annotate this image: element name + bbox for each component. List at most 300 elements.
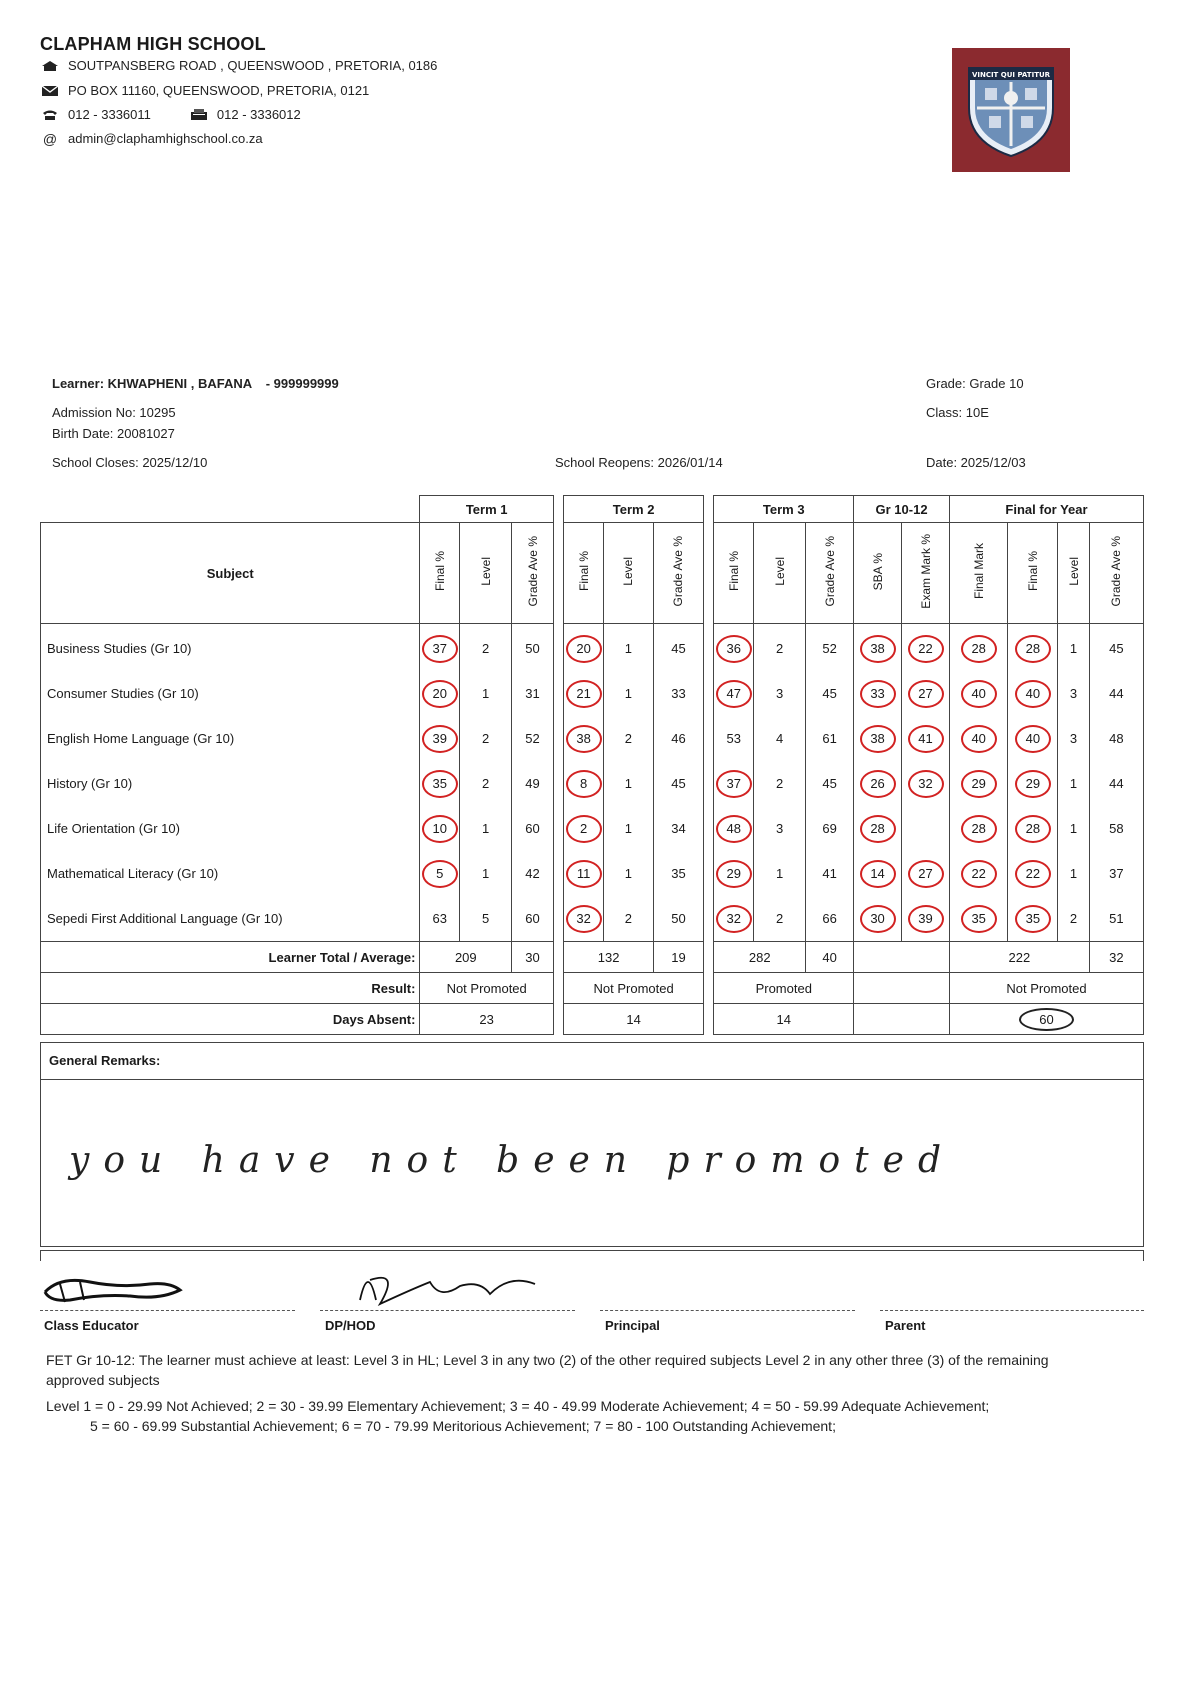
- column-header: [754, 523, 806, 624]
- group-term1: Term 1: [420, 496, 553, 523]
- mark-cell: [420, 761, 460, 806]
- sig-line-educator: [40, 1310, 295, 1311]
- circled-mark: 5: [422, 860, 458, 888]
- column-header: [806, 523, 854, 624]
- column-header: [902, 523, 950, 624]
- circled-mark: 38: [566, 725, 602, 753]
- circled-mark: 29: [961, 770, 997, 798]
- mark-cell: [512, 806, 554, 851]
- mark-cell: [714, 806, 754, 851]
- mark-cell: [1058, 896, 1089, 942]
- circled-mark: 38: [860, 725, 896, 753]
- final-absent-cell: [950, 1004, 1144, 1035]
- mark-cell: [902, 896, 950, 942]
- mark-cell: [603, 761, 653, 806]
- subject-name: Sepedi First Additional Language (Gr 10): [41, 896, 420, 942]
- mark-cell: [564, 761, 604, 806]
- circled-mark: 37: [422, 635, 458, 663]
- column-header: [420, 523, 460, 624]
- term-gap: [553, 761, 563, 806]
- table-row: [41, 624, 1144, 672]
- mark-value: 2: [482, 641, 490, 656]
- email-line: [40, 131, 263, 146]
- mark-cell: [460, 624, 512, 672]
- school-postal: PO BOX 11160, QUEENSWOOD, PRETORIA, 0121: [68, 83, 370, 98]
- gr-total-empty: [854, 942, 950, 973]
- mark-cell: [714, 624, 754, 672]
- mark-cell: [460, 851, 512, 896]
- circled-mark: 32: [908, 770, 944, 798]
- t2-total: 132: [564, 942, 654, 973]
- term-gap: [703, 761, 713, 806]
- mark-cell: [714, 896, 754, 942]
- mark-cell: [754, 716, 806, 761]
- mark-cell: [1058, 761, 1089, 806]
- footnote-line4: 5 = 60 - 69.99 Substantial Achievement; 6 = 70 - 79.99 Meritorious Achievement; 7 = 80 - 100 Outstanding Achievement;: [90, 1418, 836, 1434]
- mark-value: 42: [525, 866, 540, 881]
- envelope-icon: [40, 84, 60, 97]
- parent-label: Parent: [885, 1318, 926, 1333]
- remarks-header: [40, 1042, 1144, 1080]
- remarks-separator: [40, 1250, 1144, 1261]
- circled-mark: 32: [566, 905, 602, 933]
- mark-value: 50: [671, 911, 686, 926]
- column-header-label: Grade Ave %: [525, 536, 540, 607]
- mark-value: 1: [624, 821, 633, 836]
- final-avg: 32: [1089, 942, 1143, 973]
- mark-value: 41: [822, 866, 837, 881]
- school-address: SOUTPANSBERG ROAD , QUEENSWOOD , PRETORIA, 0186: [68, 58, 438, 73]
- circled-mark: 30: [860, 905, 896, 933]
- table-row: [41, 716, 1144, 761]
- column-header: [950, 523, 1008, 624]
- circled-mark: 22: [908, 635, 944, 663]
- circled-mark: 33: [860, 680, 896, 708]
- mark-cell: [1089, 761, 1143, 806]
- mark-cell: [603, 624, 653, 672]
- mark-cell: [714, 761, 754, 806]
- mark-cell: [1089, 851, 1143, 896]
- table-row: [41, 806, 1144, 851]
- footnote-line1: FET Gr 10-12: The learner must achieve at least: Level 3 in HL; Level 3 in any two (2) of the other required subjects Level 2 in any other three (3) of the remaining: [46, 1352, 1049, 1368]
- mark-cell: [460, 806, 512, 851]
- class: Class: 10E: [926, 405, 989, 420]
- group-gr10-12: Gr 10-12: [854, 496, 950, 523]
- term-gap: [703, 671, 713, 716]
- term-gap: [703, 806, 713, 851]
- mark-cell: [1058, 624, 1089, 672]
- mark-cell: [512, 851, 554, 896]
- school-crest-icon: [963, 60, 1059, 160]
- mark-cell: [512, 761, 554, 806]
- column-header-label: Final Mark: [971, 543, 986, 600]
- absent-label: Days Absent:: [41, 1004, 420, 1035]
- mark-value: 4: [775, 731, 784, 746]
- column-header-label: Final %: [726, 551, 741, 592]
- mark-value: 2: [482, 776, 490, 791]
- circled-mark: 21: [566, 680, 602, 708]
- mark-cell: [420, 624, 460, 672]
- mark-cell: [1008, 716, 1058, 761]
- term-gap: [553, 851, 563, 896]
- marks-table: [40, 495, 1144, 1035]
- mark-cell: [754, 671, 806, 716]
- mark-cell: [564, 671, 604, 716]
- admission-no: Admission No: 10295: [52, 405, 176, 420]
- circled-mark: 2: [566, 815, 602, 843]
- mark-value: 61: [822, 731, 837, 746]
- circled-mark: 28: [961, 635, 997, 663]
- circled-mark: 40: [1015, 680, 1051, 708]
- t2-avg: 19: [653, 942, 703, 973]
- column-header: [564, 523, 604, 624]
- circled-mark: 39: [422, 725, 458, 753]
- school-fax: 012 - 3336012: [216, 107, 301, 122]
- subject-name: History (Gr 10): [41, 761, 420, 806]
- circled-mark: 11: [566, 860, 602, 888]
- t1-result: Not Promoted: [420, 973, 553, 1004]
- mark-value: 1: [1069, 776, 1078, 791]
- mark-value: 1: [624, 866, 633, 881]
- mark-cell: [1008, 896, 1058, 942]
- mark-cell: [460, 896, 512, 942]
- mark-value: 1: [775, 866, 784, 881]
- mark-cell: [806, 671, 854, 716]
- mark-cell: [512, 896, 554, 942]
- mark-cell: [806, 761, 854, 806]
- circled-mark: 28: [860, 815, 896, 843]
- mark-cell: [902, 716, 950, 761]
- mark-value: 3: [775, 821, 784, 836]
- mark-value: 45: [671, 641, 686, 656]
- remarks-text: you have not been promoted: [69, 1140, 955, 1181]
- circled-mark: 35: [961, 905, 997, 933]
- sig-line-principal: [600, 1310, 855, 1311]
- mark-cell: [902, 624, 950, 672]
- subject-name: Business Studies (Gr 10): [41, 624, 420, 672]
- mark-cell: [854, 761, 902, 806]
- mark-cell: [603, 896, 653, 942]
- mark-cell: [714, 671, 754, 716]
- mark-value: 35: [671, 866, 686, 881]
- dphod-label: DP/HOD: [325, 1318, 376, 1333]
- mark-cell: [512, 671, 554, 716]
- mark-value: 1: [482, 821, 490, 836]
- t2-result: Not Promoted: [564, 973, 704, 1004]
- mark-value: 37: [1109, 866, 1124, 881]
- school-closes: School Closes: 2025/12/10: [52, 455, 208, 470]
- mark-value: 63: [432, 911, 447, 926]
- mark-cell: [806, 896, 854, 942]
- circled-mark: 48: [716, 815, 752, 843]
- group-final-year: Final for Year: [950, 496, 1144, 523]
- total-label: Learner Total / Average:: [41, 942, 420, 973]
- mark-value: 52: [525, 731, 540, 746]
- report-date: Date: 2025/12/03: [926, 455, 1026, 470]
- circled-mark: 20: [566, 635, 602, 663]
- learner-label: Learner:: [52, 376, 105, 391]
- circled-mark: 8: [566, 770, 602, 798]
- mark-cell: [854, 671, 902, 716]
- mark-cell: [603, 716, 653, 761]
- class-educator-label: Class Educator: [44, 1318, 139, 1333]
- mark-cell: [653, 896, 703, 942]
- mark-value: 2: [775, 911, 784, 926]
- mark-cell: [653, 716, 703, 761]
- t3-result: Promoted: [714, 973, 854, 1004]
- mark-cell: [420, 671, 460, 716]
- column-header: [714, 523, 754, 624]
- mark-cell: [564, 851, 604, 896]
- circled-mark: 35: [1015, 905, 1051, 933]
- circled-mark: 38: [860, 635, 896, 663]
- circled-mark: 27: [908, 860, 944, 888]
- term-gap: [553, 716, 563, 761]
- mark-cell: [854, 851, 902, 896]
- mark-value: 2: [624, 911, 633, 926]
- school-reopens: School Reopens: 2026/01/14: [555, 455, 723, 470]
- circled-mark: 10: [422, 815, 458, 843]
- mark-cell: [854, 806, 902, 851]
- mark-value: 49: [525, 776, 540, 791]
- circled-mark: 14: [860, 860, 896, 888]
- column-header-label: Level: [1066, 557, 1081, 586]
- svg-text:VINCIT QUI PATITUR: VINCIT QUI PATITUR: [971, 71, 1051, 79]
- mark-value: 45: [1109, 641, 1124, 656]
- subject-name: Life Orientation (Gr 10): [41, 806, 420, 851]
- sig-line-parent: [880, 1310, 1144, 1311]
- school-phone: 012 - 3336011: [68, 107, 151, 122]
- mark-cell: [653, 624, 703, 672]
- mark-cell: [950, 851, 1008, 896]
- column-header: [603, 523, 653, 624]
- subject-header: Subject: [41, 523, 420, 624]
- mark-value: 1: [624, 776, 633, 791]
- footnote-line2: approved subjects: [46, 1372, 160, 1388]
- column-header-label: SBA %: [870, 552, 885, 591]
- phone-icon: [40, 108, 60, 121]
- term-gap: [553, 523, 563, 624]
- gr-result-empty: [854, 973, 950, 1004]
- mark-value: 45: [671, 776, 686, 791]
- final-total: 222: [950, 942, 1090, 973]
- mark-value: 2: [775, 641, 784, 656]
- school-email: admin@claphamhighschool.co.za: [68, 131, 263, 146]
- circled-mark: 37: [716, 770, 752, 798]
- mark-value: 51: [1109, 911, 1124, 926]
- mark-cell: [854, 716, 902, 761]
- mark-cell: [714, 851, 754, 896]
- mark-cell: [950, 671, 1008, 716]
- term-gap: [703, 896, 713, 942]
- learner-id: - 999999999: [265, 376, 339, 391]
- column-header-label: Final %: [1025, 551, 1040, 592]
- subject-name: Mathematical Literacy (Gr 10): [41, 851, 420, 896]
- mark-cell: [950, 716, 1008, 761]
- mark-value: 1: [624, 641, 633, 656]
- mark-value: 44: [1109, 686, 1124, 701]
- mark-cell: [512, 716, 554, 761]
- birth-date: Birth Date: 20081027: [52, 426, 175, 441]
- column-header-label: Exam Mark %: [918, 534, 933, 609]
- mark-value: 1: [482, 686, 490, 701]
- term-gap: [703, 716, 713, 761]
- sig-line-dphod: [320, 1310, 575, 1311]
- mark-cell: [1008, 671, 1058, 716]
- mark-value: 50: [525, 641, 540, 656]
- mark-value: 3: [1069, 731, 1078, 746]
- mark-cell: [1089, 806, 1143, 851]
- mark-cell: [1089, 671, 1143, 716]
- term-gap: [703, 523, 713, 624]
- column-header: [854, 523, 902, 624]
- mark-cell: [564, 716, 604, 761]
- mark-cell: [806, 716, 854, 761]
- mark-value: 45: [822, 686, 837, 701]
- mark-cell: [653, 761, 703, 806]
- mark-cell: [420, 851, 460, 896]
- mark-value: 1: [1069, 641, 1078, 656]
- mark-cell: [806, 806, 854, 851]
- circled-mark: 39: [908, 905, 944, 933]
- mark-cell: [902, 806, 950, 851]
- mark-cell: [420, 896, 460, 942]
- mark-value: 1: [1069, 821, 1078, 836]
- footnote: [46, 1350, 1049, 1436]
- column-header-label: Level: [478, 557, 493, 586]
- subject-name: Consumer Studies (Gr 10): [41, 671, 420, 716]
- principal-label: Principal: [605, 1318, 660, 1333]
- mark-cell: [603, 671, 653, 716]
- circled-mark: 28: [1015, 635, 1051, 663]
- school-name: CLAPHAM HIGH SCHOOL: [40, 34, 266, 54]
- t1-absent: 23: [420, 1004, 553, 1035]
- final-absent: 60: [1019, 1008, 1073, 1031]
- final-result: Not Promoted: [950, 973, 1144, 1004]
- postal-line: [40, 83, 369, 98]
- mark-value: 1: [624, 686, 633, 701]
- learner-line: [52, 376, 339, 391]
- mark-value: 60: [525, 911, 540, 926]
- class-educator-signature: [40, 1270, 210, 1310]
- circled-mark: 40: [961, 680, 997, 708]
- table-row: [41, 851, 1144, 896]
- column-header-label: Grade Ave %: [1109, 536, 1124, 607]
- mark-cell: [950, 806, 1008, 851]
- mark-value: 2: [1069, 911, 1078, 926]
- mark-cell: [460, 716, 512, 761]
- mark-cell: [603, 806, 653, 851]
- mark-value: 48: [1109, 731, 1124, 746]
- mark-cell: [653, 671, 703, 716]
- t3-total: 282: [714, 942, 806, 973]
- circled-mark: 32: [716, 905, 752, 933]
- gr-absent-empty: [854, 1004, 950, 1035]
- mark-cell: [754, 624, 806, 672]
- remarks-body: [40, 1078, 1144, 1247]
- mark-cell: [1089, 716, 1143, 761]
- mark-value: 46: [671, 731, 686, 746]
- mark-cell: [1089, 896, 1143, 942]
- mark-cell: [854, 624, 902, 672]
- mark-cell: [950, 624, 1008, 672]
- table-row: [41, 671, 1144, 716]
- mark-cell: [1008, 761, 1058, 806]
- mark-value: 60: [525, 821, 540, 836]
- mark-value: 3: [1069, 686, 1078, 701]
- mark-cell: [902, 671, 950, 716]
- circled-mark: 28: [1015, 815, 1051, 843]
- mark-cell: [1008, 624, 1058, 672]
- mark-cell: [420, 716, 460, 761]
- group-term2: Term 2: [564, 496, 704, 523]
- mark-cell: [1058, 806, 1089, 851]
- mark-cell: [902, 851, 950, 896]
- circled-mark: 29: [1015, 770, 1051, 798]
- mark-value: 69: [822, 821, 837, 836]
- table-corner: [41, 496, 420, 523]
- mark-cell: [1089, 624, 1143, 672]
- mark-cell: [950, 896, 1008, 942]
- mark-value: 33: [671, 686, 686, 701]
- mark-cell: [564, 896, 604, 942]
- mark-value: 58: [1109, 821, 1124, 836]
- mark-cell: [806, 851, 854, 896]
- mark-cell: [806, 624, 854, 672]
- at-icon: @: [42, 130, 58, 147]
- column-header: [1008, 523, 1058, 624]
- table-row: [41, 896, 1144, 942]
- mark-value: 52: [822, 641, 837, 656]
- grade: Grade: Grade 10: [926, 376, 1024, 391]
- mark-value: 66: [822, 911, 837, 926]
- column-header-label: Level: [621, 557, 636, 586]
- mark-cell: [1008, 851, 1058, 896]
- column-header-label: Final %: [576, 551, 591, 592]
- mark-cell: [950, 761, 1008, 806]
- school-logo: [952, 48, 1070, 172]
- mark-cell: [754, 851, 806, 896]
- mark-cell: [460, 671, 512, 716]
- mark-cell: [754, 761, 806, 806]
- circled-mark: 40: [1015, 725, 1051, 753]
- footnote-line3: Level 1 = 0 - 29.99 Not Achieved; 2 = 30 - 39.99 Elementary Achievement; 3 = 40 - 49.99 Moderate Achievement; 4 = 50 - 59.99 Adequate Achievement;: [46, 1398, 990, 1414]
- mark-value: 53: [726, 731, 741, 746]
- t2-absent: 14: [564, 1004, 704, 1035]
- t1-avg: 30: [512, 942, 554, 973]
- mark-cell: [564, 624, 604, 672]
- mark-cell: [1058, 671, 1089, 716]
- column-header-label: Grade Ave %: [822, 536, 837, 607]
- column-header: [653, 523, 703, 624]
- term-gap: [553, 624, 563, 672]
- column-header: [1058, 523, 1089, 624]
- mark-cell: [420, 806, 460, 851]
- mark-cell: [460, 761, 512, 806]
- column-header: [1089, 523, 1143, 624]
- circled-mark: 22: [961, 860, 997, 888]
- mark-cell: [902, 761, 950, 806]
- mark-cell: [603, 851, 653, 896]
- mark-value: 1: [1069, 866, 1078, 881]
- signature-area: [40, 1270, 1144, 1340]
- mark-cell: [1058, 716, 1089, 761]
- learner-name: KHWAPHENI , BAFANA: [107, 376, 253, 391]
- term-gap: [553, 896, 563, 942]
- dphod-signature: [340, 1260, 560, 1312]
- mark-value: 34: [671, 821, 686, 836]
- term-gap: [553, 671, 563, 716]
